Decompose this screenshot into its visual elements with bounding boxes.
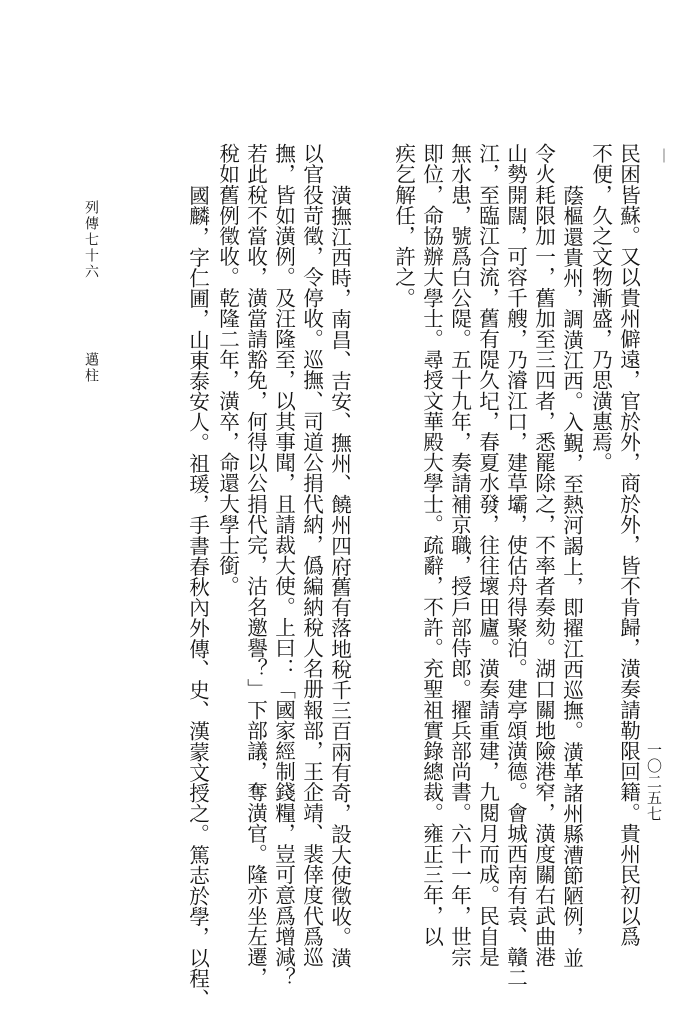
text-column-6: 江，至臨江合流，舊有隄久圮，春夏水發，往往壞田廬。潢奏請重建，九閱月而成。民自是 [475,143,500,967]
running-header-name: 邁柱 [83,352,99,384]
text-column-5: 山勢開闊，可容千艘，乃濬江口，建草壩，使估舟得聚泊。建亭頌潢德。會城西南有袁、贛二 [503,143,528,988]
text-column-8: 即位，命協辦大學士。尋授文華殿大學士。疏辭，不許。充聖祖實錄總裁。雍正三年，以 [419,143,444,947]
text-column-10: 潢撫江西時，南昌、吉安、撫州、饒州四府舊有落地稅千三百兩有奇，設大使徵收。潢 [327,185,352,968]
running-header-section: 列傳七十六 [83,200,99,280]
page-number: 一〇二五七 [645,742,663,822]
text-column-4: 令火耗限加一，舊加至三四者，悉罷除之，不率者奏劾。湖口關地險港窄，潢度關右武曲港 [531,143,556,967]
text-column-14: 稅如舊例徵收。乾隆二年，潢卒，命還大學士銜。 [215,143,240,597]
text-column-7: 無水患，號爲白公隄。五十九年，奏請補京職，授戶部侍郎。擢兵部尚書。六十一年，世宗 [447,143,472,967]
text-column-12: 撫，皆如潢例。及汪隆至，以其事聞，且請裁大使。上曰：「國家經制錢糧，豈可意爲增減？ [271,143,296,988]
text-column-1: 民困皆蘇。又以貴州僻遠，官於外，商於外，皆不肯歸，潢奏請勒限回籍。貴州民初以爲 [616,143,641,947]
text-column-11: 以官役苛徵，令停收。巡撫、司道公捐代納，僞編納稅人名册報部，王企靖、裴倖度代爲巡 [299,143,324,967]
text-column-13: 若此稅不當收，潢當請豁免，何得以公捐代完，沽名邀譽？」下部議，奪潢官。隆亦坐左遷， [243,143,268,988]
text-column-9: 疾乞解任，許之。 [391,143,416,308]
text-column-2: 不便，久之文物漸盛，乃思潢惠焉。 [588,143,613,473]
margin-mark: ｜ [657,149,671,165]
text-column-15: 國麟，字仁圃，山東泰安人。祖瑗，手書春秋內外傳、史、漢蒙文授之。篤志於學，以程、 [185,185,210,1009]
text-column-3: 蔭樞還貴州，調潢江西。入覲，至熱河謁上，即擢江西巡撫。潢革諸州縣漕節陋例，並 [559,185,584,968]
